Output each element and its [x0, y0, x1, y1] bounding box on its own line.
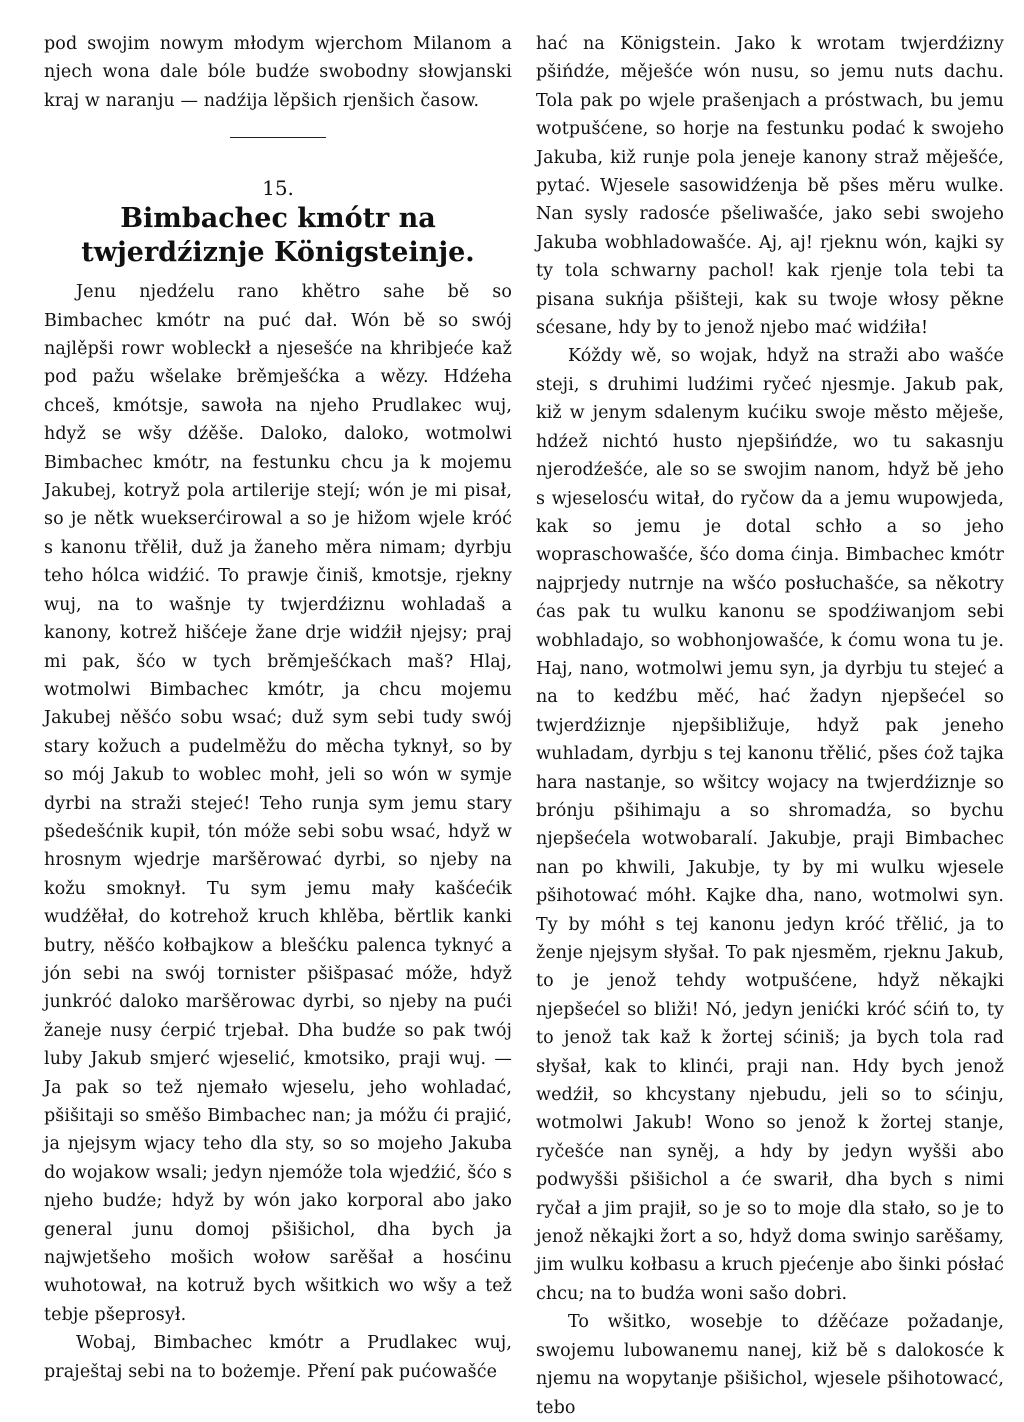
right-column: [536, 30, 1004, 1418]
chapter-title: Bimbachec kmótr na twjerdźiznje Königsteinje.: [81, 203, 475, 269]
chapter-number: 15.: [262, 176, 294, 201]
body-paragraph: hać na Königstein. Jako k wrotam twjerdźizny pšińdźe, měješće wón nusu, so jemu nuts dachu. Tola pak po wjele prašenjach a próstwach, bu jemu wotpušćene, so horje na festunku podać k swojeho Jakuba, kiž runje pola jeneje kanony straž měješće, pytać. Wjesele sasowidźenja bě pšes měru wulke. Nan sysly radosće pšeliwašće, jako sebi swojeho Jakuba wobhladowašće. Aj, aj! rjeknu wón, kajki sy ty tola schwarny pachol! kak rjenje tola tebi ta pisana sukńja pšišteji, kak su twoje włosy pěkne sćesane, hdy by to jenož njebo mać widźiła!: [536, 34, 1004, 339]
body-paragraph: To wšitko, wosebje to dźěćaze požadanje, swojemu lubowanemu nanej, kiž bě s dalokosće k njemu na wopytanje pšišichol, wjesele pšihotowacć, tebo: [536, 1312, 1004, 1418]
section-divider: [230, 137, 326, 138]
intro-paragraph: pod swojim nowym młodym wjerchom Milanom a njech wona dale bóle budźe swobodny słowjanski kraj w naranju — nadźija lěpšich rjenšich časow.: [44, 34, 512, 111]
body-paragraph: Kóždy wě, so wojak, hdyž na straži abo wašće steji, s druhimi ludźimi ryčeć njesmje. Jakub pak, kiž w jenym sdalenym kućiku swoje město měješe, hdźež nichtó husto njepšińdźe, wo tu sakasnju njerodźešće, ale so se swojim nanom, hdyž bě jeho s wjeselosću witał, do ryčow da a jemu wupowjeda, kak so jemu je dotal schło a so jeho wopraschowašće, šćo doma ćinja. Bimbachec kmótr najprjedy nutrnje na wšćo posłuchašće, sa někotry ćas pak tu wulku kanonu se spodźiwanjom sebi wobhladajo, so wobhonjowašće, k ćomu wona tu je. Haj, nano, wotmolwi jemu syn, ja dyrbju tu stejeć a na to kedźbu měć, hać žadyn njepšećel so twjerdźiznje njepšibližuje, hdyž pak jeneho wuhladam, dyrbju s tej kanonu třělić, pšes ćož tajka hara nastanje, so wšitcy wojacy na twjerdźiznje so brónju pšihimaju a so shromadźa, so bychu njepšećela wotwobaralí. Jakubje, praji Bimbachec nan po khwili, Jakubje, ty by mi wulku wjesele pšihotować móhł. Kajke dha, nano, wotmolwi syn. Ty by móhł s tej kanonu jedyn króć třělić, ja to ženje njejsym słyšał. To pak njesměm, rjeknu Jakub, to je jenož tehdy wotpušćene, hdyž někajki njepšećel so bliži! Nó, jedyn jenićki króć sćiń to, ty to jenož tak kaž k žortej sćiniš; ja bych tola rad słyšał, kak to klinći, praji nan. Hdy bych jenož wedźił, so khcystany njebudu, jeli so to sćinju, wotmolwi Jakub! Wono so jenož k žortej stanje, ryčešće nan syněj, a hdy by jedyn wyšši abo podwyšši pšišichol a će swarił, dha bych s nimi ryčał a jim prajił, so je so to moje dla stało, so je to jenož někajki žort a so, hdyž doma swinjo sarěšamy, jim wulku kołbasu a kruch pjećenje abo šinki pósłać chcu; na to budźa woni sašo dobri.: [536, 346, 1004, 1304]
body-paragraph: Wobaj, Bimbachec kmótr a Prudlakec wuj, praještaj sebi na to bożemje. Pření pak pućowašće: [44, 1333, 512, 1382]
body-paragraph: Jenu njedźelu rano khětro sahe bě so Bimbachec kmótr na puć dał. Wón bě so swój najlěpši rowr wobleckł a njesešće na khribjeće kaž pod pažu wšelake brěmješćka a wězy. Hdźeha chceš, kmótsje, sawoła na njeho Prudlakec wuj, hdyž se wšy dźěše. Daloko, daloko, wotmolwi Bimbachec kmótr, na festunku chcu ja k mojemu Jakubej, kotryž pola artilerije stejí; wón je mi pisał, so je nětk wuekserćirowal a so je hižom wjele króć s kanonu třělił, duž ja žaneho měra nimam; dyrbju teho hólca widźić. To prawje činiš, kmotsje, rjekny wuj, na to wašnje ty twjerdźiznu wohladaš a kanony, kotrež hišćeje žane drje widźił njejsy; praj mi pak, šćo w tych brěmješćkach maš? Hlaj, wotmolwi Bimbachec kmótr, ja chcu mojemu Jakubej něšćo sobu wsać; duž sym sebi tudy swój stary kožuch a pudelměžu do měcha tyknył, so by so mój Jakub to woblec mohł, jeli so wón w symje dyrbi na straži stejeć! Teho runja sym jemu stary pšedešćnik kupił, tón móže sebi sobu wsać, hdyž w hrosnym wjedrje maršěrować dyrbi, so njeby na kožu smoknył. Tu sym jemu mały kašćećik wudźěłał, do kotrehož kruch khlěba, běrtlik kanki butry, něšćo kołbajkow a blešćku palenca tyknyć a jón sebi na swój tornister pšišpasać móže, hdyž junkróć daloko maršěrowac dyrbi, so njeby na pući žaneje nusy ćerpić trjebał. Dha budźe so pak twój luby Jakub smjerć wjeselić, kmotsiko, praji wuj. — Ja pak so tež njemało wjeselu, jeho wohladać, pšišitaji so směšo Bimbachec nan; ja móžu ći prajić, ja njejsym wjacy teho dla sty, so so mojeho Jakuba do wojakow wsali; jedyn njemóže tola wjedźić, šćo s njeho budźe; hdyž by wón jako korporal abo jako general junu domoj pšišichol, dha bych ja najwjetšeho mošich wołow sarěšał a hosćinu wuhotował, na kotruž bych wšitkich wo wšy a tež tebje pšeprosył.: [44, 282, 512, 1325]
left-column: [44, 30, 512, 1382]
